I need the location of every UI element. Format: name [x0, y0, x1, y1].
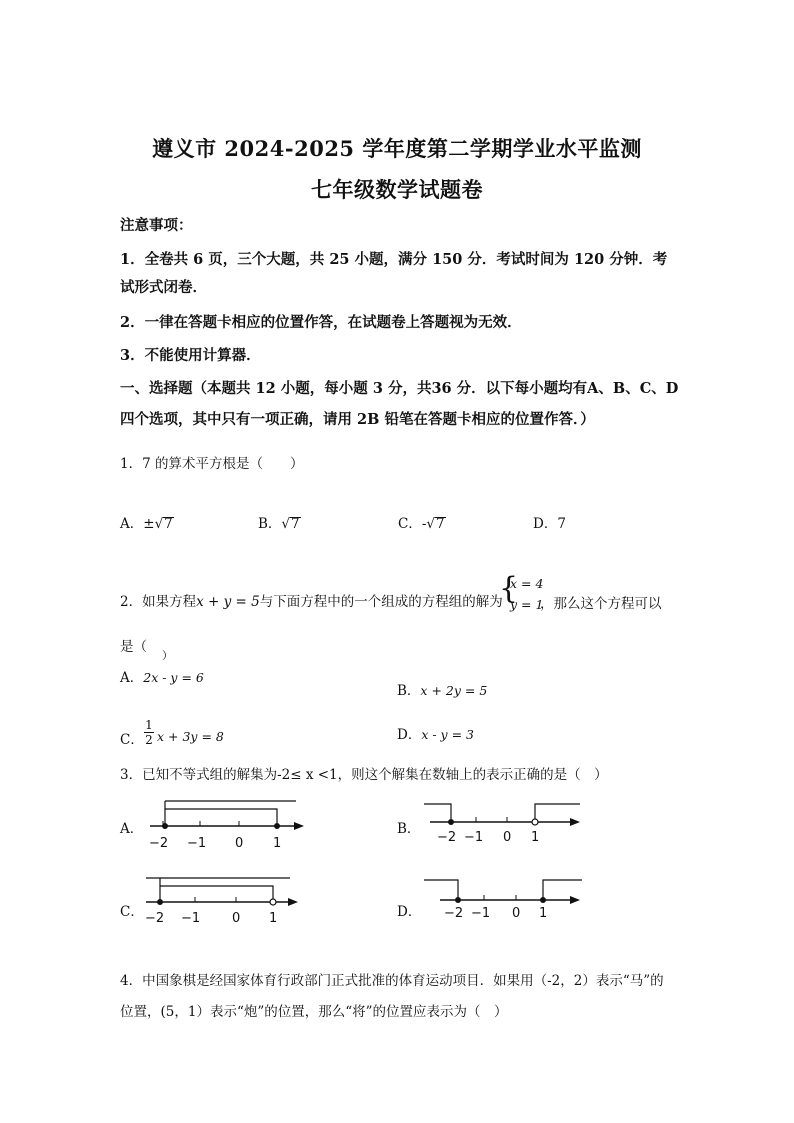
tick-label: 1: [531, 830, 540, 845]
q3-number-line-c[interactable]: [140, 870, 305, 925]
q3-option-d-label[interactable]: D．: [397, 904, 422, 920]
option-label: A．: [120, 516, 144, 532]
radicand: 7: [291, 516, 300, 532]
tick-label: 1: [539, 906, 548, 921]
q3-option-c-label[interactable]: C．: [120, 904, 144, 920]
q2-option-c[interactable]: [120, 728, 144, 748]
tick-label: −2: [444, 906, 464, 921]
q1-option-b[interactable]: [258, 512, 301, 532]
q3-number-line-d[interactable]: [418, 873, 586, 923]
question-4-stem-cont: 位置，(5，1）表示“炮”的位置，那么“将”的位置应表示为（ ）: [120, 1004, 508, 1020]
sqrt-symbol: √: [426, 516, 436, 532]
tick-label: −2: [145, 911, 165, 925]
fraction-numerator: 1: [145, 718, 153, 732]
exam-title: 遵义市 2024-2025 学年度第二学期学业水平监测: [152, 136, 642, 161]
equation: x + y = 5: [196, 594, 260, 610]
tick-label: 1: [269, 911, 278, 925]
note-item-1-cont: 试形式闭卷．: [120, 279, 207, 296]
radicand: 7: [436, 516, 445, 532]
option-label: C．: [398, 516, 422, 532]
q1-option-a[interactable]: A．±√7: [120, 516, 173, 532]
tick-label: −2: [437, 830, 457, 845]
exam-subtitle: 七年级数学试题卷: [311, 177, 483, 202]
sqrt-symbol: √: [154, 516, 164, 532]
q1-option-c[interactable]: C．-√7: [398, 516, 445, 532]
fraction: [144, 718, 154, 747]
fraction-denominator: 2: [145, 733, 153, 747]
option-expr: x + 2y = 5: [420, 683, 488, 698]
option-label: B．: [258, 516, 282, 532]
system-eq-1: x = 4: [510, 576, 544, 591]
option-label: B．: [397, 683, 421, 699]
q2-option-b[interactable]: [397, 679, 487, 699]
q3-number-line-b[interactable]: [418, 795, 586, 847]
option-expr: x - y = 3: [421, 727, 474, 742]
system-brace: {: [499, 571, 519, 606]
question-2-stem-line2: 是（: [120, 639, 147, 655]
tick-label: 0: [232, 911, 241, 925]
q2-option-d[interactable]: [397, 723, 474, 743]
note-item-3: 3．不能使用计算器．: [120, 347, 261, 364]
tick-label: −1: [187, 836, 207, 851]
option-label: A．: [120, 670, 144, 686]
tick-label: 0: [235, 836, 244, 851]
system-eq-2: y = 1: [510, 597, 544, 612]
tick-label: −2: [149, 836, 169, 851]
section-1-heading: 一、选择题（本题共 12 小题，每小题 3 分，共36 分．以下每小题均有A、B、C、D: [120, 380, 679, 397]
option-expr: 2x - y = 6: [143, 670, 204, 685]
tick-label: 0: [512, 906, 521, 921]
q3-number-line-a[interactable]: [140, 792, 310, 852]
note-item-2: 2．一律在答题卡相应的位置作答，在试题卷上答题视为无效．: [120, 314, 522, 331]
question-2-stem: 2．如果方程x + y = 5与下面方程中的一个组成的方程组的解为: [120, 594, 503, 610]
question-4-stem: 4．中国象棋是经国家体育行政部门正式批准的体育运动项目．如果用（-2，2）表示“马”的: [120, 973, 664, 989]
tick-label: −1: [181, 911, 201, 925]
tick-label: 1: [273, 836, 282, 851]
option-label: C．: [120, 732, 144, 748]
question-1-stem: 1．7 的算术平方根是（ ）: [120, 456, 304, 472]
section-1-heading-cont: 四个选项，其中只有一项正确，请用 2B 铅笔在答题卡相应的位置作答．）: [120, 411, 595, 428]
tick-label: 0: [503, 830, 512, 845]
tick-label: −1: [464, 830, 484, 845]
notes-heading: 注意事项：: [120, 217, 193, 234]
q1-option-d[interactable]: D．7: [533, 516, 566, 532]
radicand: 7: [164, 516, 173, 532]
option-expr: x + 3y = 8: [157, 729, 224, 744]
sqrt-symbol: √: [281, 516, 291, 532]
q3-option-a-label[interactable]: A．: [120, 821, 144, 837]
paren-close: ）: [162, 649, 173, 662]
note-item-1: 1．全卷共 6 页，三个大题，共 25 小题，满分 150 分．考试时间为 120 分钟．考: [120, 251, 668, 268]
question-3-stem: 3．已知不等式组的解集为-2≤ x <1，则这个解集在数轴上的表示正确的是（ ）: [120, 767, 608, 783]
option-label: D．: [397, 727, 422, 743]
question-2-stem-end: ，那么这个方程可以: [540, 596, 662, 612]
q3-option-b-label[interactable]: B．: [397, 821, 421, 837]
q2-option-a[interactable]: [120, 666, 204, 686]
tick-label: −1: [471, 906, 491, 921]
